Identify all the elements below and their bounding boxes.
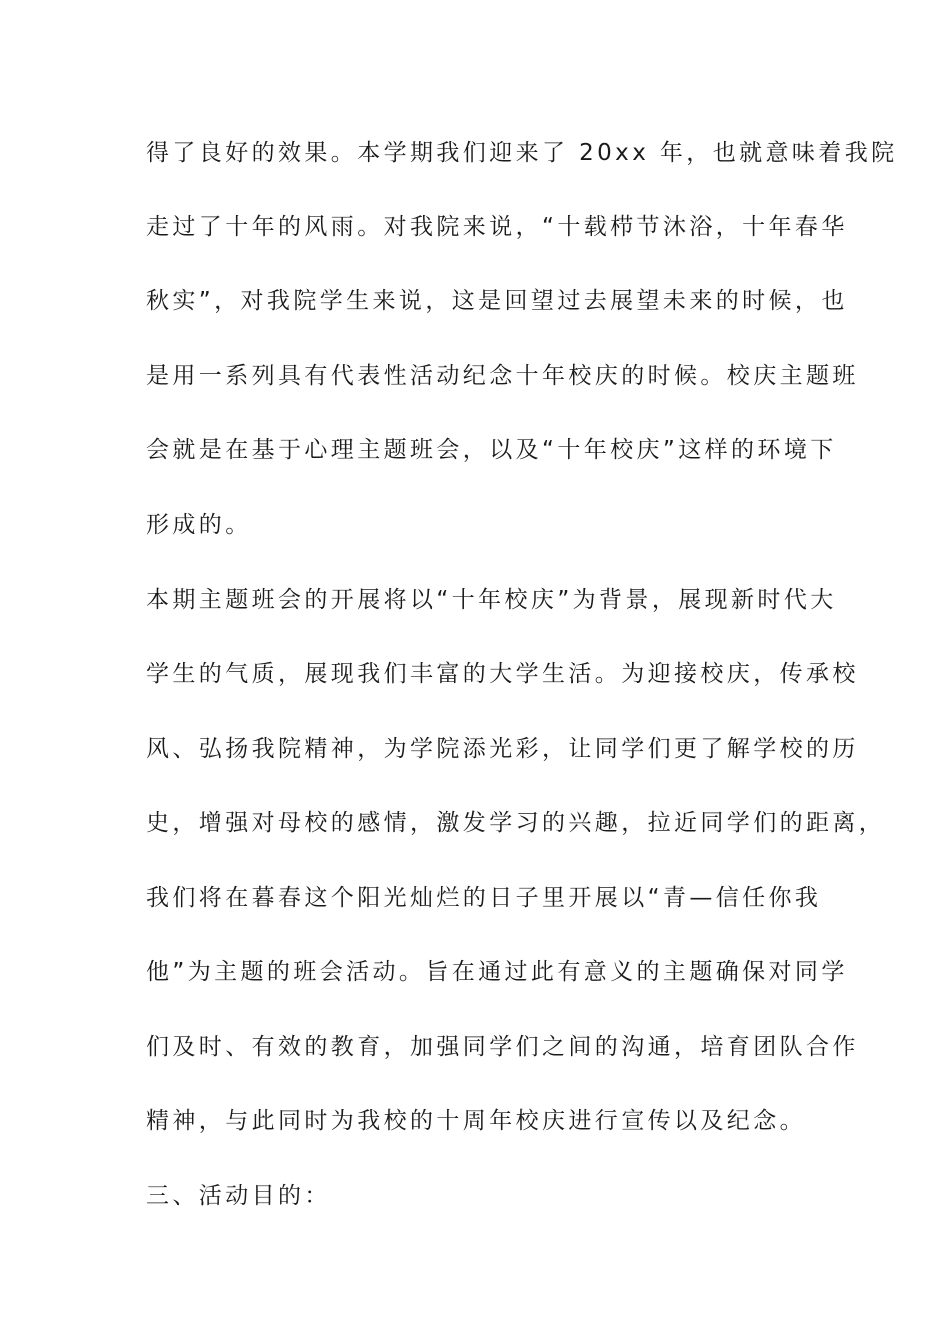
text-line: 得了良好的效果。本学期我们迎来了 20xx 年，也就意味着我院 (146, 140, 898, 166)
text-line: 他”为主题的班会活动。旨在通过此有意义的主题确保对同学 (146, 959, 848, 985)
text-line: 精神，与此同时为我校的十周年校庆进行宣传以及纪念。 (146, 1108, 806, 1134)
text-line: 我们将在暮春这个阳光灿烂的日子里开展以“青—信任你我 (146, 885, 822, 911)
text-line: 史，增强对母校的感情，激发学习的兴趣，拉近同学们的距离， (146, 810, 886, 836)
text-line: 是用一系列具有代表性活动纪念十年校庆的时候。校庆主题班 (146, 363, 859, 389)
text-line: 走过了十年的风雨。对我院来说，“十载栉节沐浴，十年春华 (146, 214, 848, 240)
text-line: 风、弘扬我院精神，为学院添光彩，让同学们更了解学校的历 (146, 736, 859, 762)
text-line: 们及时、有效的教育，加强同学们之间的沟通，培育团队合作 (146, 1034, 859, 1060)
section-heading: 三、活动目的： (146, 1183, 331, 1209)
text-line: 本期主题班会的开展将以“十年校庆”为背景，展现新时代大 (146, 587, 837, 613)
text-line: 秋实”，对我院学生来说，这是回望过去展望未来的时候，也 (146, 288, 848, 314)
text-line: 会就是在基于心理主题班会，以及“十年校庆”这样的环境下 (146, 437, 837, 463)
text-line: 形成的。 (146, 512, 252, 538)
text-line: 学生的气质，展现我们丰富的大学生活。为迎接校庆，传承校 (146, 661, 859, 687)
